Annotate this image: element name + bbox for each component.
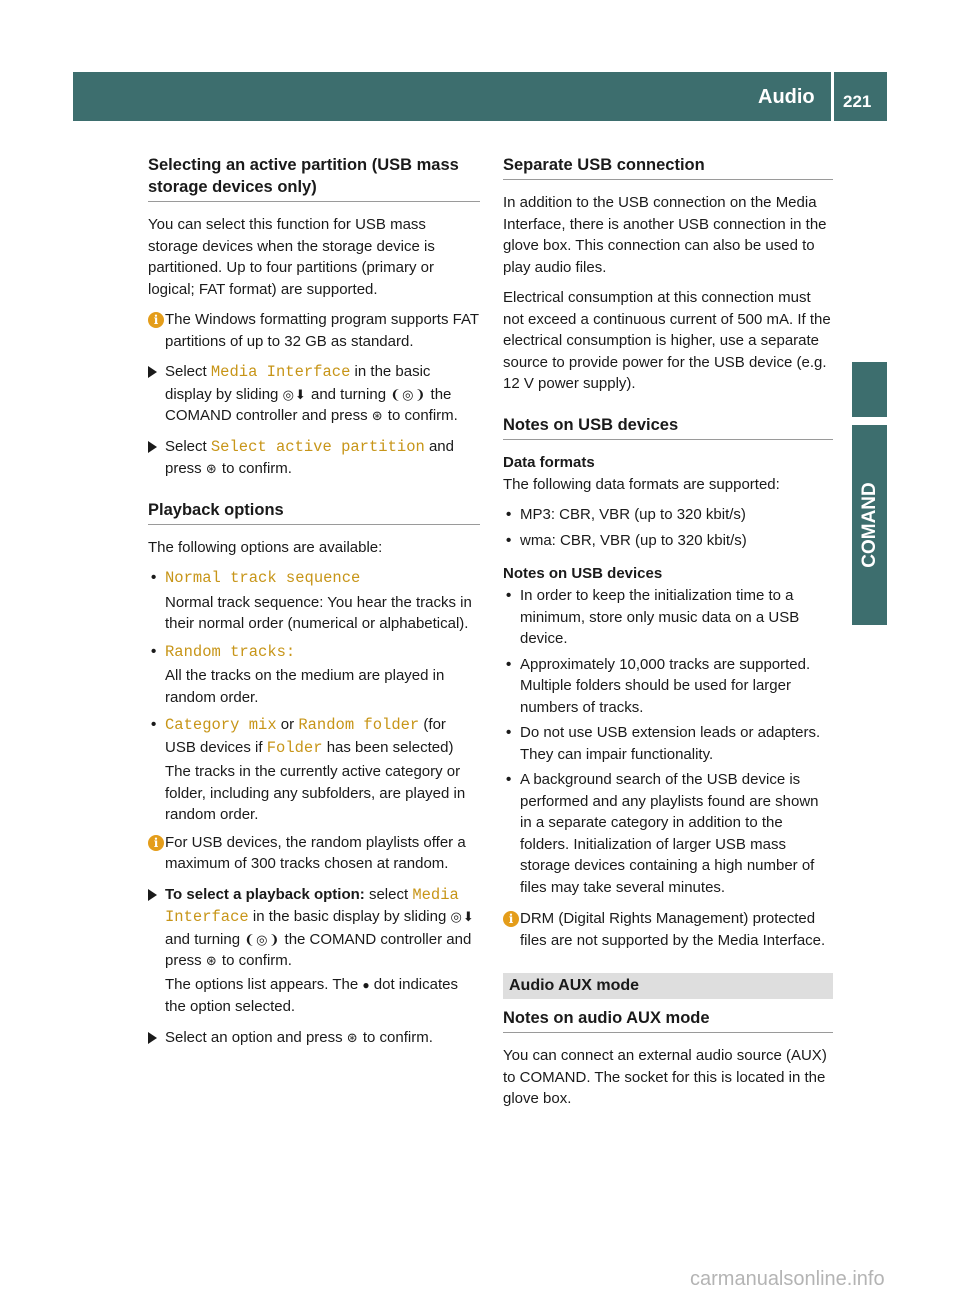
drm-info-text: DRM (Digital Rights Management) protected files are not supported by the Media Interface.	[520, 910, 826, 949]
playback-info-text: For USB devices, the random playlists offer a maximum of 300 tracks chosen at random.	[165, 833, 466, 872]
data-formats-intro: The following data formats are supported:	[503, 475, 780, 493]
separate-usb-heading: Separate USB connection	[503, 154, 833, 180]
step-text: the COMAND controller and press	[165, 930, 472, 969]
aux-section-bar: Audio AUX mode	[503, 973, 833, 999]
step-text: select	[364, 885, 413, 903]
side-tab-label: COMAND	[858, 482, 880, 568]
playback-option-category: • Category mix or Random folder (for USB devices if Folder has been selected) The tracks in the currently active category or folder, including any subfolders, are played in random order.	[148, 714, 480, 826]
usb-notes-title: Notes on USB devices	[503, 565, 663, 582]
slide-controller-icon: ◎⬇	[282, 386, 307, 402]
step-result	[165, 974, 480, 1018]
usb-note-item: • Do not use USB extension leads or adapters. They can impair functionality.	[506, 724, 821, 763]
left-column	[148, 154, 480, 1057]
step-text: and turning	[306, 385, 391, 403]
format-text: wma: CBR, VBR (up to 320 kbit/s)	[520, 531, 747, 549]
partition-info-note	[148, 309, 480, 352]
note-text: A background search of the USB device is performed and any playlists found are shown in a separate category in addition to the folders. Initialization of larger USB mass storage devices containing a high number of files may take several minutes.	[520, 771, 819, 896]
note-text: In order to keep the initialization time to a minimum, store only music data on a USB device.	[520, 587, 800, 647]
press-controller-icon: ⊛	[346, 1029, 359, 1045]
usb-note-item: • Approximately 10,000 tracks are supported. Multiple folders should be used for larger numbers of tracks.	[506, 655, 811, 716]
step-text: dot indicates the option selected.	[165, 975, 458, 1015]
option-description: Normal track sequence: You hear the tracks in their normal order (numerical or alphabetical).	[165, 593, 472, 632]
step-arrow-icon	[148, 1032, 157, 1044]
step-arrow-icon	[148, 889, 157, 901]
step-text: Select	[165, 363, 211, 380]
right-column	[503, 154, 833, 1119]
info-icon: i	[148, 835, 164, 851]
press-controller-icon: ⊛	[205, 461, 218, 476]
playback-step-1	[148, 884, 480, 1018]
header-divider	[831, 72, 834, 121]
aux-heading: Notes on audio AUX mode	[503, 1007, 833, 1033]
menu-item-media-interface: Media Interface	[165, 885, 459, 926]
usb-note-item: • In order to keep the initialization time to a minimum, store only music data on a USB device.	[506, 587, 800, 647]
drm-info-note	[503, 908, 833, 951]
page-number: 221	[843, 92, 872, 111]
step-text: and press	[165, 437, 454, 477]
slide-controller-icon: ◎⬇	[450, 909, 475, 924]
option-description: All the tracks on the medium are played in random order.	[165, 667, 445, 706]
note-text: Do not use USB extension leads or adapters. They can impair functionality.	[520, 724, 821, 763]
side-tab	[852, 425, 887, 625]
turn-controller-icon: ❨◎❩	[244, 931, 281, 947]
usb-note-item: • A background search of the USB device is performed and any playlists found are shown in a separate category in addition to the folders. Initialization of larger USB mass storage devices containing a high number of files may take several minutes.	[506, 771, 819, 896]
playback-intro: The following options are available:	[148, 538, 383, 556]
step-text: Select an option and press	[165, 1028, 347, 1046]
partition-intro: You can select this function for USB mass storage devices when the storage device is partitioned. Up to four partitions (primary or logical; FAT format) are supported.	[148, 216, 435, 298]
step-text: Select	[165, 437, 211, 455]
info-icon: i	[148, 312, 164, 328]
step-text: to confirm.	[217, 952, 292, 969]
option-random-tracks: Random tracks:	[165, 642, 296, 661]
option-random-folder: Random folder	[298, 716, 420, 734]
partition-info-text: The Windows formatting program supports FAT partitions of up to 32 GB as standard.	[165, 311, 479, 350]
step-text: to confirm.	[358, 1028, 433, 1046]
option-category-mix: Category mix	[165, 716, 277, 734]
playback-info-note	[148, 832, 480, 875]
menu-item-media-interface: Media Interface	[210, 363, 351, 381]
playback-option-normal: • Normal track sequence Normal track sequence: You hear the tracks in their normal order (numerical or alphabetical).	[148, 567, 480, 635]
step-text: in the basic display by sliding	[248, 908, 451, 925]
separate-usb-p2: Electrical consumption at this connection must not exceed a continuous current of 500 mA. If the electrical consumption is higher, use a separate source to provide power for the USB device (e.g. 12 V power supply).	[503, 289, 831, 392]
press-controller-icon: ⊛	[371, 408, 384, 423]
aux-p1: You can connect an external audio source (AUX) to COMAND. The socket for this is located in the glove box.	[503, 1047, 827, 1107]
side-tab-marker	[852, 362, 887, 417]
dot-icon: ●	[362, 977, 370, 992]
partition-heading: Selecting an active partition (USB mass storage devices only)	[148, 154, 480, 202]
watermark: carmanualsonline.info	[690, 1268, 885, 1290]
playback-option-random: • Random tracks: All the tracks on the medium are played in random order.	[148, 641, 480, 709]
step-arrow-icon	[148, 441, 157, 453]
menu-item-select-active-partition: Select active partition	[210, 437, 425, 456]
partition-step-2	[148, 436, 480, 480]
usb-notes-heading: Notes on USB devices	[503, 414, 833, 440]
chapter-title: Audio	[758, 86, 815, 108]
option-text: (for USB devices if	[165, 716, 446, 756]
step-text: The options list appears. The	[165, 975, 363, 993]
data-formats-title: Data formats	[503, 453, 595, 471]
step-text: and turning	[165, 930, 245, 948]
option-description: The tracks in the currently active category or folder, including any subfolders, are played in random order.	[165, 763, 466, 823]
step-text: in the basic display by sliding	[165, 363, 431, 403]
format-item: • wma: CBR, VBR (up to 320 kbit/s)	[506, 531, 747, 549]
step-arrow-icon	[148, 366, 157, 378]
format-text: MP3: CBR, VBR (up to 320 kbit/s)	[520, 506, 746, 523]
step-bold-label: To select a playback option:	[165, 885, 365, 903]
playback-step-2	[148, 1027, 480, 1049]
info-icon: i	[503, 911, 519, 927]
separate-usb-p1: In addition to the USB connection on the Media Interface, there is another USB connection in the glove box. This connection can also be used to play audio files.	[503, 194, 827, 276]
step-text: to confirm.	[383, 407, 458, 424]
option-normal-track-sequence: Normal track sequence	[165, 569, 361, 587]
option-text: has been selected)	[322, 738, 454, 756]
turn-controller-icon: ❨◎❩	[390, 386, 427, 402]
format-item: • MP3: CBR, VBR (up to 320 kbit/s)	[506, 506, 746, 523]
note-text: Approximately 10,000 tracks are supported. Multiple folders should be used for larger numbers of tracks.	[520, 655, 811, 716]
step-text: to confirm.	[217, 460, 292, 477]
playback-heading: Playback options	[148, 499, 480, 525]
press-controller-icon: ⊛	[205, 953, 218, 968]
option-text: or	[276, 716, 299, 733]
option-folder: Folder	[266, 738, 323, 757]
partition-step-1	[148, 361, 480, 427]
step-text: the COMAND controller and press	[165, 385, 452, 424]
